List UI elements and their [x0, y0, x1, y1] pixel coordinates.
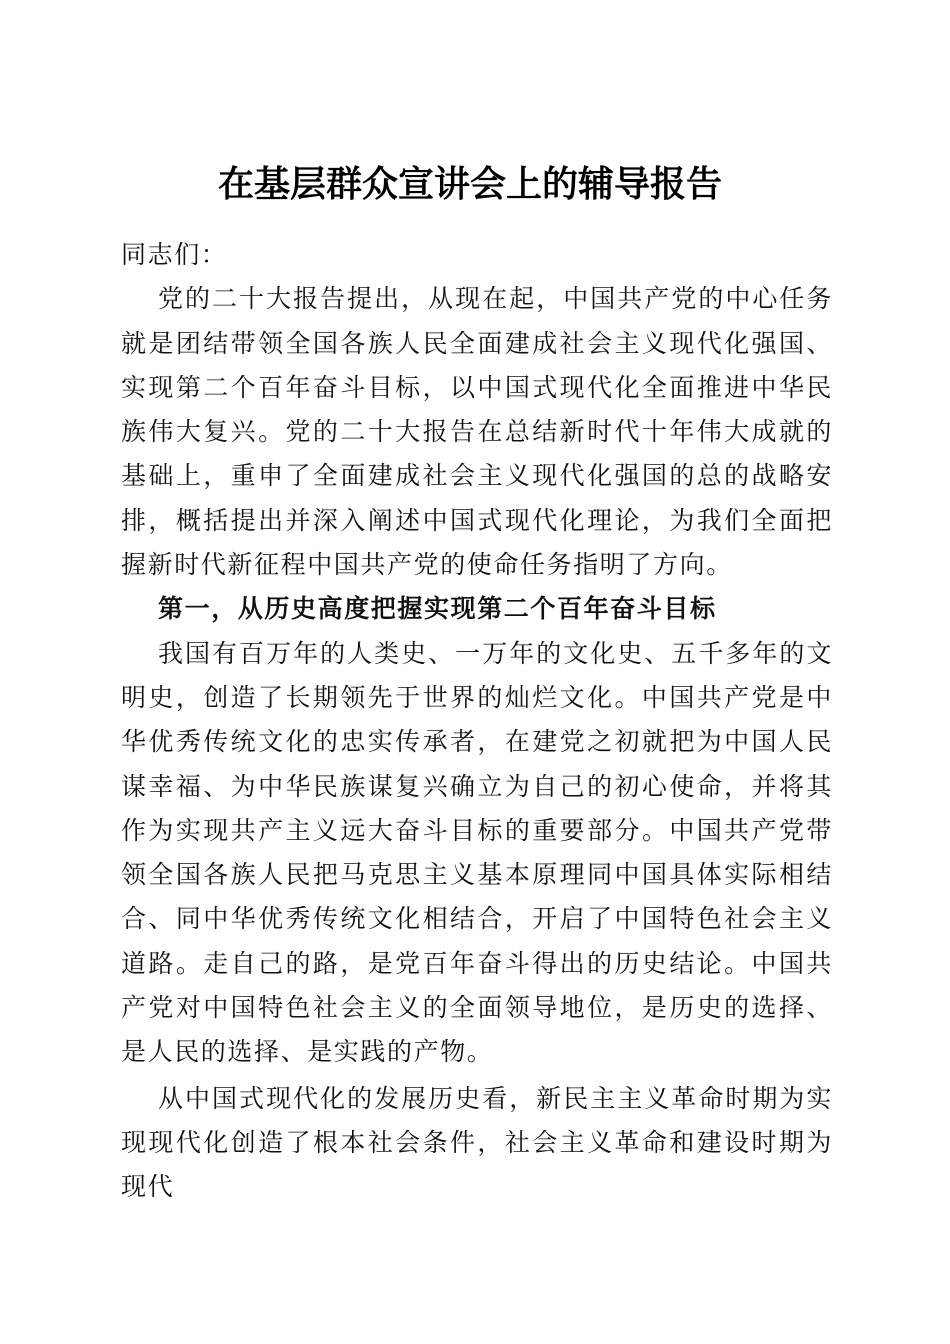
salutation: 同志们：	[121, 240, 228, 269]
body-paragraph: 从中国式现代化的发展历史看，新民主主义革命时期为实现现代化创造了根本社会条件，社会主义革命和建设时期为现代	[121, 1083, 833, 1202]
document-title: 在基层群众宣讲会上的辅导报告	[217, 163, 722, 206]
body-paragraph: 党的二十大报告提出，从现在起，中国共产党的中心任务就是团结带领全国各族人民全面建成社会主义现代化强国、实现第二个百年奋斗目标，以中国式现代化全面推进中华民族伟大复兴。党的二十大报告在总结新时代十年伟大成就的基础上，重申了全面建成社会主义现代化强国的总的战略安排，概括提出并深入阐述中国式现代化理论，为我们全面把握新时代新征程中国共产党的使命任务指明了方向。	[121, 284, 833, 580]
section-heading: 第一，从历史高度把握实现第二个百年奋斗目标	[158, 594, 717, 624]
document-body	[121, 233, 833, 1210]
body-paragraph: 我国有百万年的人类史、一万年的文化史、五千多年的文明史，创造了长期领先于世界的灿烂文化。中国共产党是中华优秀传统文化的忠实传承者，在建党之初就把为中国人民谋幸福、为中华民族谋复兴确立为自己的初心使命，并将其作为实现共产主义远大奋斗目标的重要部分。中国共产党带领全国各族人民把马克思主义基本原理同中国具体实际相结合、同中华优秀传统文化相结合，开启了中国特色社会主义道路。走自己的路，是党百年奋斗得出的历史结论。中国共产党对中国特色社会主义的全面领导地位，是历史的选择、是人民的选择、是实践的产物。	[121, 638, 833, 1067]
